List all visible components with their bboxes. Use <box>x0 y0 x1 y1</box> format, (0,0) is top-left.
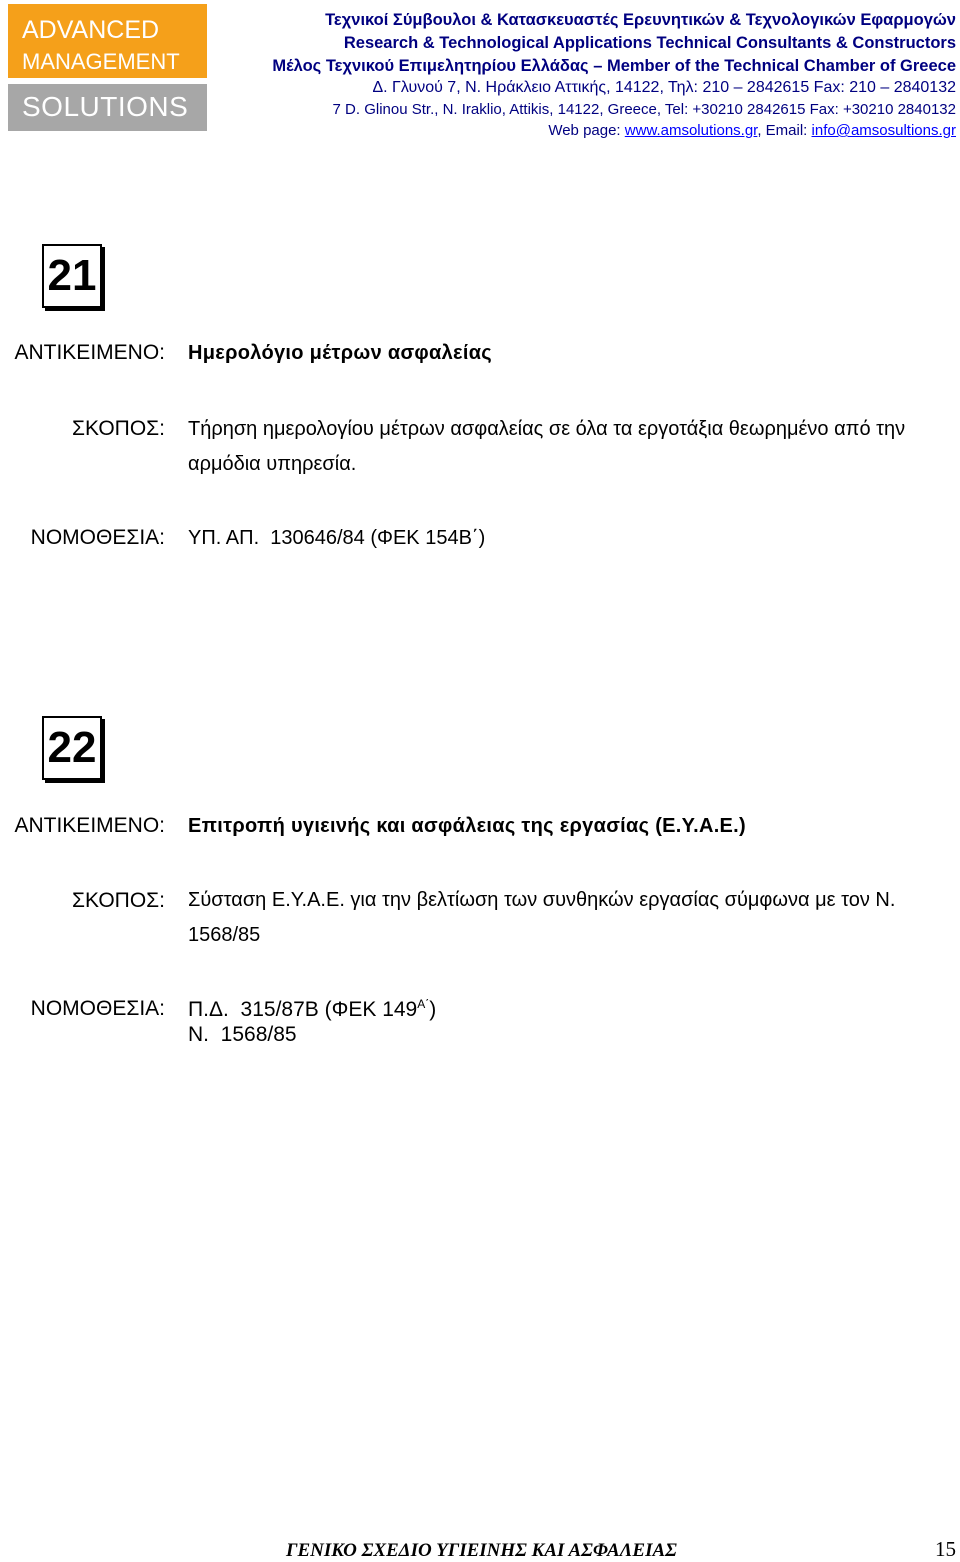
section22-purpose-line2: 1568/85 <box>188 924 261 946</box>
email-link[interactable]: info@amsosultions.gr <box>811 122 956 139</box>
company-logo-top <box>8 4 207 78</box>
section22-law-1-end: ) <box>429 998 437 1021</box>
section21-purpose-line1: Τήρηση ημερολογίου μέτρων ασφαλείας σε όλα τα εργοτάξια θεωρημένο από την <box>188 418 906 440</box>
header-line-english: Research & Technological Applications Technical Consultants & Constructors <box>343 34 956 52</box>
header-line-greek: Τεχνικοί Σύμβουλοι & Κατασκευαστές Ερευνητικών & Τεχνολογικών Εφαρμογών <box>325 11 956 29</box>
section21-purpose-line2: αρμόδια υπηρεσία. <box>188 453 357 475</box>
website-link[interactable]: www.amsolutions.gr <box>624 122 758 139</box>
section-number-21: 21 <box>42 244 102 308</box>
header-address-english: 7 D. Glinou Str., N. Iraklio, Attikis, 14122, Greece, Tel: +30210 2842615 Fax: +30210 2840132 <box>332 101 956 118</box>
logo-line-1: ADVANCED <box>22 16 160 44</box>
section22-object-label: ΑΝΤΙΚΕΙΜΕΝΟ: <box>14 814 165 837</box>
section22-purpose-label: ΣΚΟΠΟΣ: <box>72 889 165 912</box>
section21-law: ΥΠ. ΑΠ. 130646/84 (ΦΕΚ 154Β΄) <box>188 527 486 549</box>
section22-law-1 <box>188 997 436 1022</box>
email-label: , Email: <box>757 122 812 139</box>
company-logo-bottom <box>8 84 207 131</box>
section22-law-2: Ν. 1568/85 <box>188 1023 297 1046</box>
section21-object-label: ΑΝΤΙΚΕΙΜΕΝΟ: <box>14 341 165 364</box>
logo-line-3: SOLUTIONS <box>22 91 189 122</box>
section21-law-label: ΝΟΜΟΘΕΣΙΑ: <box>30 526 165 549</box>
header-member: Μέλος Τεχνικού Επιμελητηρίου Ελλάδας – Member of the Technical Chamber of Greece <box>272 57 956 75</box>
page-number: 15 <box>935 1537 956 1561</box>
logo-line-2: MANAGEMENT <box>22 49 180 74</box>
section22-object: Επιτροπή υγιεινής και ασφάλειας της εργασίας (Ε.Υ.Α.Ε.) <box>188 815 747 837</box>
section22-law-1-main: Π.Δ. 315/87Β (ΦΕΚ 149 <box>188 998 418 1021</box>
section-number-22: 22 <box>42 716 102 780</box>
section22-purpose-line1: Σύσταση Ε.Υ.Α.Ε. για την βελτίωση των συνθηκών εργασίας σύμφωνα με τον Ν. <box>188 889 896 911</box>
section21-object: Ημερολόγιο μέτρων ασφαλείας <box>188 342 492 364</box>
footer-title: ΓΕΝΙΚΟ ΣΧΕΔΙΟ ΥΓΙΕΙΝΗΣ ΚΑΙ ΑΣΦΑΛΕΙΑΣ <box>286 1540 677 1561</box>
section22-law-1-sup: Α΄ <box>417 997 430 1011</box>
section22-law-label: ΝΟΜΟΘΕΣΙΑ: <box>30 997 165 1020</box>
section21-purpose-label: ΣΚΟΠΟΣ: <box>72 417 165 440</box>
header-address-greek: Δ. Γλυνού 7, Ν. Ηράκλειο Αττικής, 14122, Τηλ: 210 – 2842615 Fax: 210 – 2840132 <box>372 79 956 96</box>
web-label: Web page: <box>548 122 625 139</box>
header-contacts <box>548 122 956 139</box>
